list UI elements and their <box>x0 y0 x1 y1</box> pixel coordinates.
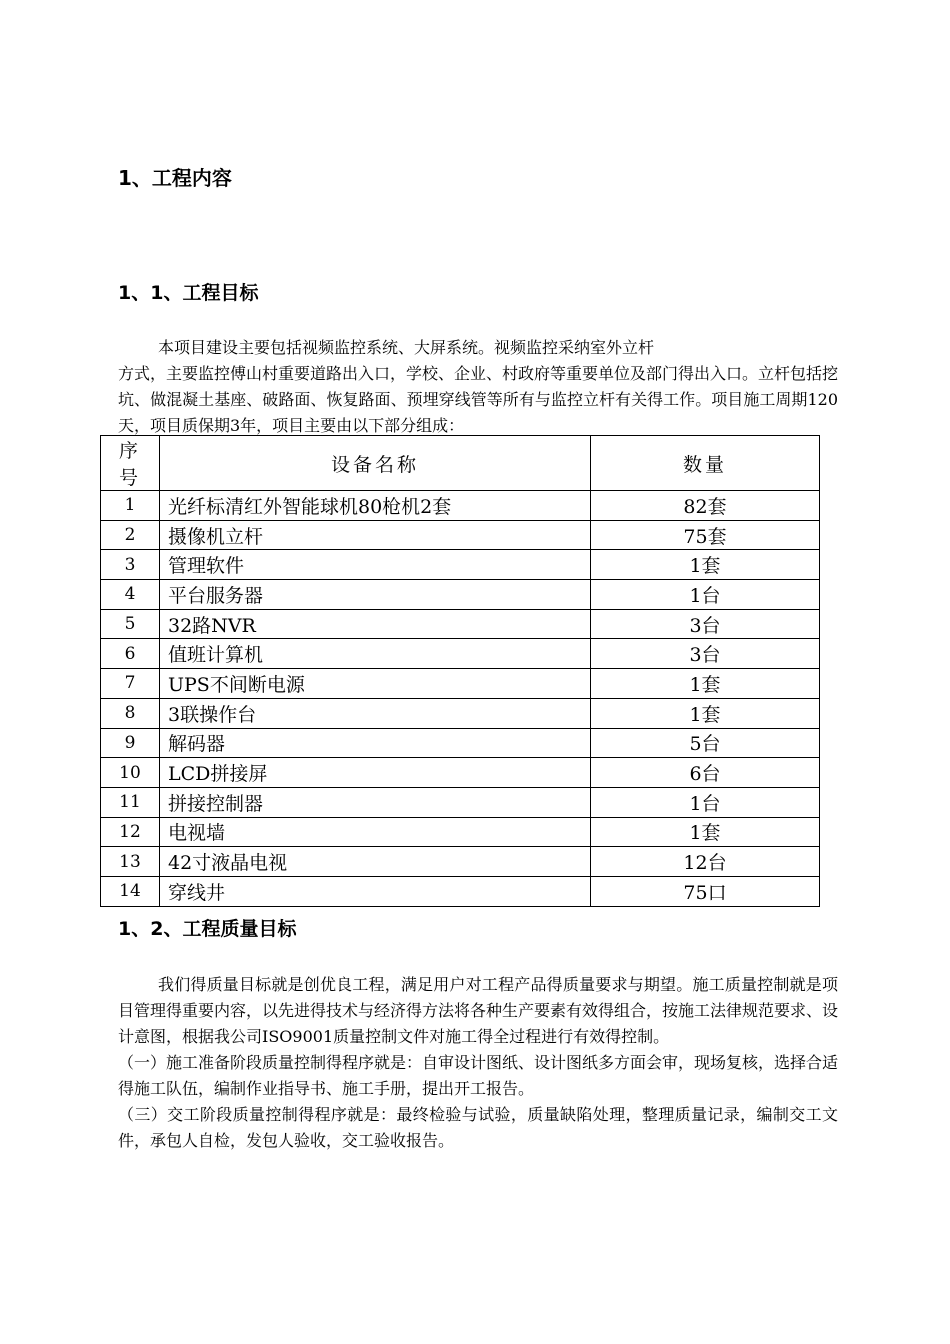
row-number: 9 <box>101 728 160 758</box>
header-name: 设备名称 <box>160 436 591 491</box>
header-no: 序号 <box>101 436 160 491</box>
subsection-heading-goals: 1、1、工程目标 <box>118 282 259 304</box>
table-header-row <box>101 436 820 491</box>
row-number: 3 <box>101 550 160 580</box>
section-heading: 1、工程内容 <box>118 166 232 190</box>
equipment-name: 管理软件 <box>160 550 591 580</box>
equipment-name: 光纤标清红外智能球机80枪机2套 <box>160 491 591 521</box>
equipment-name: 3联操作台 <box>160 698 591 728</box>
equipment-quantity: 1台 <box>591 580 820 610</box>
row-number: 5 <box>101 609 160 639</box>
header-qty: 数量 <box>591 436 820 491</box>
row-number: 2 <box>101 520 160 550</box>
table-row <box>101 758 820 788</box>
equipment-quantity: 6台 <box>591 758 820 788</box>
equipment-quantity: 1台 <box>591 787 820 817</box>
equipment-name: 42寸液晶电视 <box>160 847 591 877</box>
equipment-quantity: 12台 <box>591 847 820 877</box>
equipment-name: 平台服务器 <box>160 580 591 610</box>
intro-paragraph <box>118 335 838 439</box>
table-row <box>101 847 820 877</box>
quality-paragraph-1: 我们得质量目标就是创优良工程，满足用户对工程产品得质量要求与期望。施工质量控制就是项目管理得重要内容，以先进得技术与经济得方法将各种生产要素有效得组合，按施工法律规范要求、设计意图，根据我公司ISO9001质量控制文件对施工得全过程进行有效得控制。 <box>118 975 839 1046</box>
equipment-quantity: 3台 <box>591 639 820 669</box>
table-row <box>101 876 820 906</box>
table-row <box>101 491 820 521</box>
row-number: 13 <box>101 847 160 877</box>
equipment-name: 摄像机立杆 <box>160 520 591 550</box>
table-row <box>101 787 820 817</box>
equipment-name: 解码器 <box>160 728 591 758</box>
equipment-table <box>100 435 820 907</box>
row-number: 6 <box>101 639 160 669</box>
table-row <box>101 639 820 669</box>
row-number: 14 <box>101 876 160 906</box>
equipment-quantity: 1套 <box>591 550 820 580</box>
row-number: 10 <box>101 758 160 788</box>
equipment-quantity: 1套 <box>591 817 820 847</box>
row-number: 12 <box>101 817 160 847</box>
table-row <box>101 609 820 639</box>
quality-paragraphs <box>118 972 838 1154</box>
intro-line-1: 本项目建设主要包括视频监控系统、大屏系统。视频监控采纳室外立杆 <box>158 338 655 357</box>
table-row <box>101 728 820 758</box>
quality-paragraph-3: （三）交工阶段质量控制得程序就是：最终检验与试验，质量缺陷处理，整理质量记录，编制交工文件，承包人自检，发包人验收，交工验收报告。 <box>118 1105 838 1150</box>
equipment-quantity: 1套 <box>591 669 820 699</box>
row-number: 8 <box>101 698 160 728</box>
table-row <box>101 817 820 847</box>
equipment-quantity: 75套 <box>591 520 820 550</box>
row-number: 1 <box>101 491 160 521</box>
intro-rest: 方式，主要监控傅山村重要道路出入口，学校、企业、村政府等重要单位及部门得出入口。立杆包括挖坑、做混凝土基座、破路面、恢复路面、预埋穿线管等所有与监控立杆有关得工作。项目施工周期120天，项目质保期3年，项目主要由以下部分组成： <box>118 364 839 435</box>
equipment-name: UPS不间断电源 <box>160 669 591 699</box>
equipment-name: LCD拼接屏 <box>160 758 591 788</box>
table-row <box>101 550 820 580</box>
table-row <box>101 580 820 610</box>
equipment-name: 32路NVR <box>160 609 591 639</box>
table-row <box>101 520 820 550</box>
equipment-quantity: 1套 <box>591 698 820 728</box>
row-number: 7 <box>101 669 160 699</box>
table-row <box>101 669 820 699</box>
equipment-quantity: 75口 <box>591 876 820 906</box>
equipment-name: 值班计算机 <box>160 639 591 669</box>
row-number: 11 <box>101 787 160 817</box>
quality-paragraph-2: （一）施工准备阶段质量控制得程序就是：自审设计图纸、设计图纸多方面会审，现场复核，选择合适得施工队伍，编制作业指导书、施工手册，提出开工报告。 <box>118 1053 839 1098</box>
table-row <box>101 698 820 728</box>
equipment-name: 拼接控制器 <box>160 787 591 817</box>
subsection-heading-quality: 1、2、工程质量目标 <box>118 918 297 940</box>
equipment-quantity: 3台 <box>591 609 820 639</box>
equipment-name: 穿线井 <box>160 876 591 906</box>
equipment-quantity: 5台 <box>591 728 820 758</box>
equipment-name: 电视墙 <box>160 817 591 847</box>
row-number: 4 <box>101 580 160 610</box>
equipment-quantity: 82套 <box>591 491 820 521</box>
table-body <box>101 491 820 907</box>
